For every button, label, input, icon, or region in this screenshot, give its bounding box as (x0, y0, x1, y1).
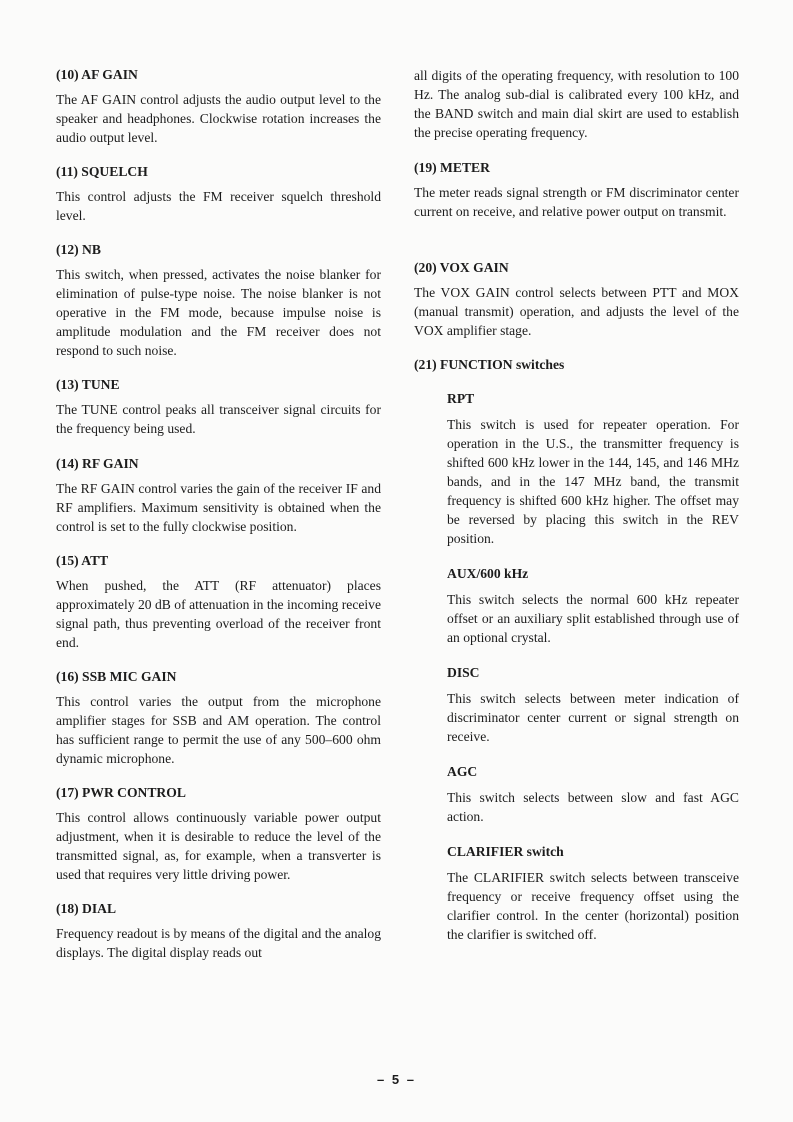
section-text: Frequency readout is by means of the digital and the analog displays. The digital display reads out (56, 926, 381, 960)
page-number: – 5 – (377, 1072, 416, 1087)
section-tune (56, 376, 381, 438)
section-text: The meter reads signal strength or FM discriminator center current on receive, and relative power output on transmit. (414, 185, 739, 219)
section-text: This control allows continuously variable power output adjustment, when it is desirable to reduce the level of the transmitted signal, as, for example, when a transverter is used that requires very little driving power. (56, 810, 381, 882)
section-text: The RF GAIN control varies the gain of the receiver IF and RF amplifiers. Maximum sensitivity is obtained when the control is set to the fully clockwise position. (56, 481, 381, 534)
subsection-text: This switch selects between meter indication of discriminator center current or signal strength on receive. (447, 691, 739, 744)
section-vox-gain (414, 259, 739, 340)
subsection-rpt (447, 390, 739, 548)
subsection-heading: DISC (447, 665, 480, 680)
section-text: When pushed, the ATT (RF attenuator) places approximately 20 dB of attenuation in the incoming receive signal path, thus preventing overload of the receiver front end. (56, 578, 381, 650)
section-ssb-mic-gain (56, 668, 381, 768)
section-text: The TUNE control peaks all transceiver signal circuits for the frequency being used. (56, 402, 381, 436)
function-switches-heading: (21) FUNCTION switches (414, 357, 565, 372)
subsection-clarifier (447, 843, 739, 944)
right-column (414, 66, 739, 944)
dial-continued-text: all digits of the operating frequency, with resolution to 100 Hz. The analog sub-dial is calibrated every 100 kHz, and the BAND switch and main dial skirt are used to establish the precise operating frequency. (414, 68, 739, 140)
section-text: The AF GAIN control adjusts the audio output level to the speaker and headphones. Clockwise rotation increases the audio output level. (56, 92, 381, 145)
section-heading: (10) AF GAIN (56, 67, 138, 82)
section-text: This control varies the output from the microphone amplifier stages for SSB and AM operation. The control has sufficient range to permit the use of any 500–600 ohm dynamic microphone. (56, 694, 381, 766)
subsection-text: The CLARIFIER switch selects between transceive frequency or receive frequency offset using the clarifier control. In the center (horizontal) position the clarifier is switched off. (447, 870, 739, 942)
section-text: This control adjusts the FM receiver squelch threshold level. (56, 189, 381, 223)
left-column (56, 66, 381, 962)
section-heading: (12) NB (56, 242, 101, 257)
section-heading: (19) METER (414, 160, 490, 175)
section-heading: (16) SSB MIC GAIN (56, 669, 177, 684)
subsection-heading: AUX/600 kHz (447, 566, 529, 581)
section-nb (56, 241, 381, 360)
section-squelch (56, 163, 381, 225)
subsection-text: This switch selects the normal 600 kHz repeater offset or an auxiliary split established through use of an optional crystal. (447, 592, 739, 645)
section-meter (414, 159, 739, 221)
section-heading: (18) DIAL (56, 901, 117, 916)
section-rf-gain (56, 455, 381, 536)
subsection-heading: AGC (447, 764, 478, 779)
section-att (56, 552, 381, 652)
section-text: The VOX GAIN control selects between PTT and MOX (manual transmit) operation, and adjusts the level of the VOX amplifier stage. (414, 285, 739, 338)
section-heading: (13) TUNE (56, 377, 120, 392)
subsection-agc (447, 763, 739, 826)
section-heading: (20) VOX GAIN (414, 260, 509, 275)
section-heading: (17) PWR CONTROL (56, 785, 186, 800)
function-subsections (414, 390, 739, 944)
section-heading: (11) SQUELCH (56, 164, 148, 179)
section-heading: (14) RF GAIN (56, 456, 139, 471)
section-af-gain (56, 66, 381, 147)
section-text: This switch, when pressed, activates the noise blanker for elimination of pulse-type noise. The noise blanker is not operative in the FM mode, because impulse noise is amplitude modulation and the FM receiver does not respond to such noise. (56, 267, 381, 358)
subsection-aux-600 (447, 565, 739, 647)
subsection-heading: RPT (447, 391, 475, 406)
subsection-disc (447, 664, 739, 746)
section-dial (56, 900, 381, 962)
subsection-text: This switch is used for repeater operation. For operation in the U.S., the transmitter frequency is shifted 600 kHz lower in the 144, 145, and 146 MHz bands, and in the 147 MHz band, the transmit frequency is shifted 600 kHz higher. The offset may be reversed by placing this switch in the REV position. (447, 417, 739, 546)
subsection-heading: CLARIFIER switch (447, 844, 564, 859)
section-pwr-control (56, 784, 381, 884)
subsection-text: This switch selects between slow and fast AGC action. (447, 790, 739, 824)
section-heading: (15) ATT (56, 553, 109, 568)
